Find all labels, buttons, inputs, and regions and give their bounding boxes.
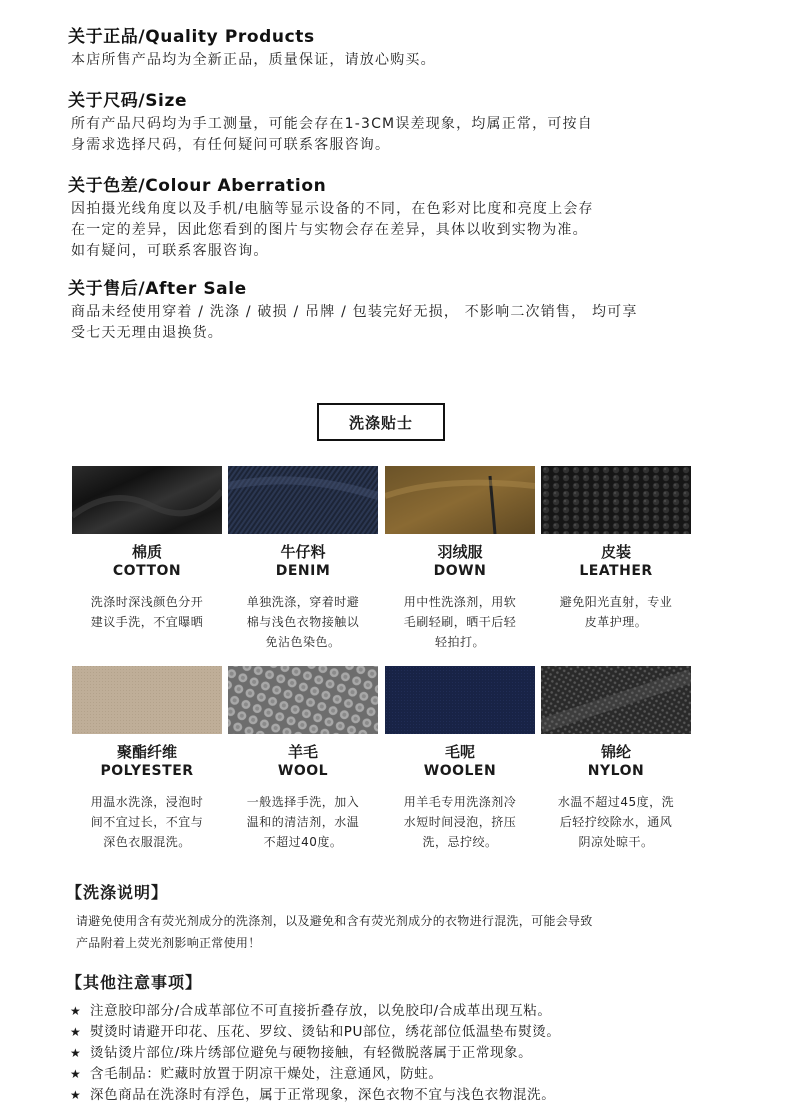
list-item: [70, 1022, 730, 1043]
policy-title: 关于尺码/Size: [68, 91, 188, 111]
desc-line: 洗涤时深浅颜色分开: [90, 595, 204, 609]
desc-line: 棉与浅色衣物接触以: [246, 615, 360, 629]
policy-line: 所有产品尺码均为手工测量，可能会存在1-3CM误差现象，均属正常，可按自: [71, 116, 593, 132]
note-text: 熨烫时请避开印花、压花、罗纹、烫钻和PU部位，绣花部位低温垫布熨烫。: [90, 1024, 561, 1040]
material-card-down: [385, 466, 535, 652]
note-text: 烫钻烫片部位/珠片绣部位避免与硬物接触，有轻微脱落属于正常现象。: [90, 1045, 533, 1061]
wash-line: 产品附着上荧光剂影响正常使用！: [76, 936, 261, 950]
material-name-cn: 牛仔料: [280, 543, 326, 561]
policy-line: 本店所售产品均为全新正品，质量保证，请放心购买。: [71, 52, 436, 68]
wash-section-text: [76, 910, 716, 954]
material-name-en: POLYESTER: [100, 763, 194, 779]
down-swatch: [385, 466, 535, 534]
list-item: [70, 1043, 730, 1064]
desc-line: 单独洗涤，穿着时避: [246, 595, 360, 609]
desc-line: 后轻拧绞除水，通风: [559, 815, 673, 829]
wash-section-title: 【洗涤说明】: [66, 883, 169, 902]
nylon-swatch: [541, 666, 691, 734]
desc-line: 洗，忌拧绞。: [422, 835, 498, 849]
notes-list: [70, 1001, 730, 1106]
woolen-swatch: [385, 666, 535, 734]
material-card-polyester: [72, 666, 222, 852]
star-icon: ★: [70, 1025, 82, 1039]
polyester-swatch: [72, 666, 222, 734]
policy-line: 受七天无理由退换货。: [71, 325, 223, 341]
material-name-cn: 锦纶: [600, 743, 631, 761]
cotton-swatch: [72, 466, 222, 534]
material-desc: [235, 592, 371, 652]
list-item: [70, 1001, 730, 1022]
material-name-cn: 羽绒服: [437, 543, 483, 561]
material-desc: [79, 792, 215, 852]
note-text: 含毛制品：贮藏时放置于阴凉干燥处，注意通风，防蛀。: [90, 1066, 443, 1082]
material-card-leather: [541, 466, 691, 632]
material-name-cn: 棉质: [131, 543, 162, 561]
desc-line: 避免阳光直射，专业: [559, 595, 673, 609]
notes-section-title: 【其他注意事项】: [66, 973, 203, 992]
material-name-en: COTTON: [112, 563, 182, 579]
material-name-en: WOOLEN: [423, 763, 497, 779]
material-card-wool: [228, 666, 378, 852]
desc-line: 不超过40度。: [263, 835, 343, 849]
policy-title: 关于正品/Quality Products: [68, 27, 315, 47]
policy-after-sale: [68, 278, 708, 343]
material-name-en: NYLON: [587, 763, 645, 779]
material-desc: [79, 592, 215, 632]
policy-line: 身需求选择尺码，有任何疑问可联系客服咨询。: [71, 137, 391, 153]
desc-line: 阴凉处晾干。: [578, 835, 654, 849]
material-desc: [548, 592, 684, 632]
wool-swatch: [228, 666, 378, 734]
policy-line: 因拍摄光线角度以及手机/电脑等显示设备的不同，在色彩对比度和亮度上会存: [71, 201, 594, 217]
material-name-cn: 羊毛: [287, 743, 318, 761]
material-card-nylon: [541, 666, 691, 852]
policy-quality: [68, 26, 708, 70]
policy-line: 如有疑问，可联系客服咨询。: [71, 243, 269, 259]
desc-line: 用温水洗涤，浸泡时: [90, 795, 204, 809]
material-desc: [235, 792, 371, 852]
desc-line: 深色衣服混洗。: [103, 835, 191, 849]
policy-size: [68, 90, 708, 155]
policy-title: 关于色差/Colour Aberration: [68, 176, 327, 196]
desc-line: 用羊毛专用洗涤剂冷: [403, 795, 517, 809]
denim-swatch: [228, 466, 378, 534]
policy-title: 关于售后/After Sale: [68, 279, 247, 299]
note-text: 注意胶印部分/合成革部位不可直接折叠存放，以免胶印/合成革出现互粘。: [90, 1003, 552, 1019]
desc-line: 建议手洗，不宜曝晒: [90, 615, 204, 629]
leather-swatch: [541, 466, 691, 534]
desc-line: 皮革护理。: [584, 615, 648, 629]
desc-line: 免沾色染色。: [265, 635, 341, 649]
star-icon: ★: [70, 1067, 82, 1081]
material-card-cotton: [72, 466, 222, 632]
wash-line: 请避免使用含有荧光剂成分的洗涤剂，以及避免和含有荧光剂成分的衣物进行混洗，可能会导致: [76, 914, 593, 928]
material-name-en: LEATHER: [579, 563, 653, 579]
material-card-woolen: [385, 666, 535, 852]
material-name-cn: 聚酯纤维: [116, 743, 177, 761]
material-name-cn: 毛呢: [444, 743, 475, 761]
note-text: 深色商品在洗涤时有浮色，属于正常现象，深色衣物不宜与浅色衣物混洗。: [90, 1087, 556, 1103]
policy-colour: [68, 175, 708, 261]
desc-line: 间不宜过长，不宜与: [90, 815, 204, 829]
desc-line: 毛刷轻刷，晒干后轻: [403, 615, 517, 629]
star-icon: ★: [70, 1088, 82, 1102]
list-item: [70, 1064, 730, 1085]
list-item: [70, 1085, 730, 1106]
desc-line: 水短时间浸泡，挤压: [403, 815, 517, 829]
star-icon: ★: [70, 1046, 82, 1060]
desc-line: 一般选择手洗，加入: [246, 795, 360, 809]
material-card-denim: [228, 466, 378, 652]
policy-line: 在一定的差异，因此您看到的图片与实物会存在差异，具体以收到实物为准。: [71, 222, 588, 238]
material-name-en: DENIM: [275, 563, 331, 579]
star-icon: ★: [70, 1004, 82, 1018]
care-tips-title: 洗涤贴士: [317, 403, 445, 441]
desc-line: 用中性洗涤剂，用软: [403, 595, 517, 609]
material-desc: [392, 592, 528, 652]
material-name-en: DOWN: [433, 563, 487, 579]
desc-line: 温和的清洁剂，水温: [246, 815, 360, 829]
material-name-en: WOOL: [277, 763, 329, 779]
desc-line: 轻拍打。: [434, 635, 485, 649]
policy-line: 商品未经使用穿着 / 洗涤 / 破损 / 吊牌 / 包装完好无损， 不影响二次销售， 均可享: [71, 304, 638, 320]
material-name-cn: 皮装: [600, 543, 631, 561]
material-desc: [392, 792, 528, 852]
material-desc: [548, 792, 684, 852]
desc-line: 水温不超过45度，洗: [557, 795, 675, 809]
